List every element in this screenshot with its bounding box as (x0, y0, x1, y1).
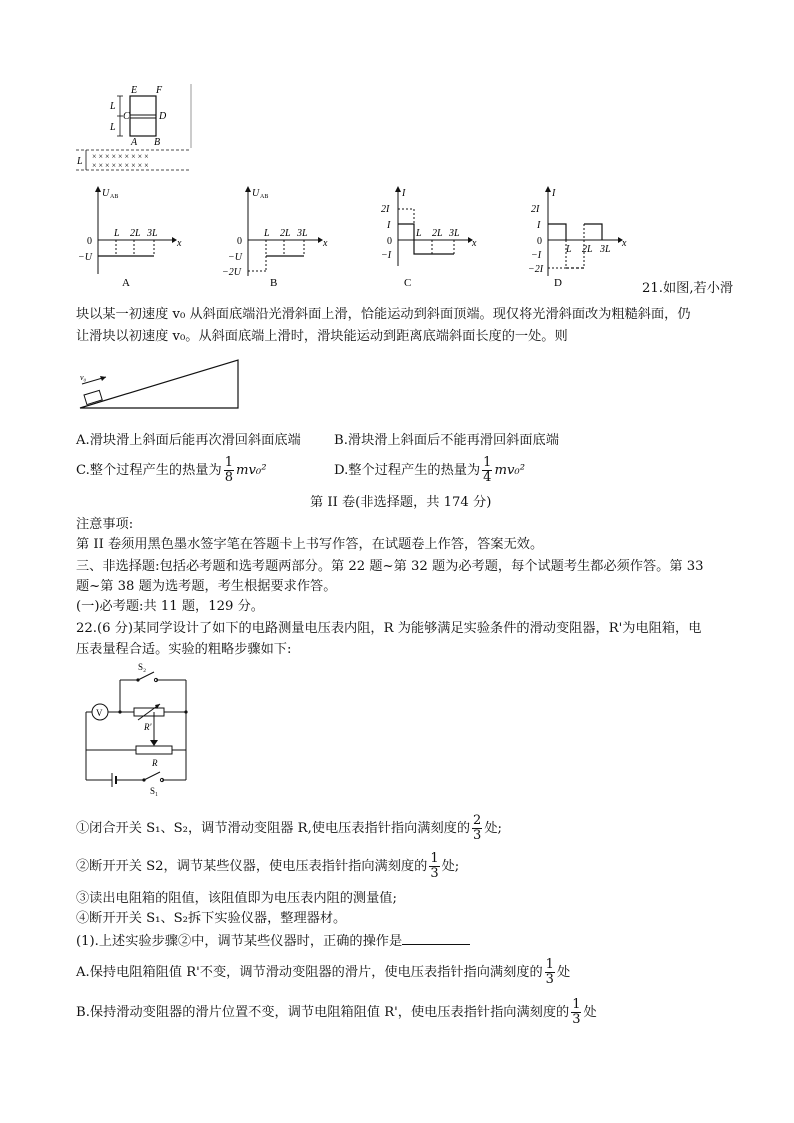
label-L-lower: L (110, 122, 116, 133)
q22-step1 (76, 814, 502, 843)
graph-letter-d: D (554, 277, 562, 289)
q22-sub1 (76, 932, 470, 951)
xtick-a-2L: 2L (130, 228, 141, 239)
q22-option-b (76, 998, 597, 1027)
xtick-d-L: L (566, 244, 572, 255)
coil-field-figure (76, 80, 196, 180)
q22-option-b-end: 处 (583, 1005, 597, 1020)
incline-figure (78, 356, 242, 414)
circuit-diagram (78, 660, 198, 800)
graph-option-b (222, 184, 332, 290)
q22-step2-end: 处; (441, 859, 460, 874)
xaxis-c: x (472, 238, 477, 249)
xaxis-b: x (323, 238, 328, 249)
q21-option-d-fraction: $\frac{1}{4}$ (483, 455, 492, 485)
xtick-d-3L: 3L (600, 244, 611, 255)
q22-option-b-text: B.保持滑动变阻器的滑片位置不变，调节电阻箱阻值 R'，使电压表指针指向满刻度的 (76, 1005, 570, 1020)
ytick-d-negI: −I (531, 250, 542, 261)
part3-line1: 三、非选择题:包括必考题和选考题两部分。第 22 题~第 32 题为必考题，每个试题考生都必须作答。第 33 (76, 559, 704, 574)
q22-step1-fraction: $\frac{2}{3}$ (473, 813, 482, 843)
label-F: F (156, 85, 163, 96)
label-B: B (154, 137, 161, 148)
q21-option-a: A.滑块滑上斜面后能再次滑回斜面底端 (76, 433, 301, 448)
ylabel-c: I (402, 188, 406, 199)
xtick-c-L: L (416, 228, 422, 239)
ytick-a-negU: −U (78, 252, 92, 263)
section2-title: 第 II 卷(非选择题，共 174 分) (310, 495, 492, 510)
graph-letter-a: A (122, 277, 130, 289)
label-C: C (123, 111, 130, 122)
ytick-d-I: I (537, 220, 541, 231)
graph-letter-c: C (404, 277, 412, 289)
q21-option-c-text: C.整个过程产生的热量为 (76, 463, 222, 478)
label-A: A (131, 137, 138, 148)
part3-line2: 题~第 38 题为选考题，考生根据要求作答。 (76, 579, 337, 594)
label-L-upper: L (110, 101, 116, 112)
q21-option-d-text: D.整个过程产生的热量为 (334, 463, 481, 478)
q22-option-a-text: A.保持电阻箱阻值 R'不变，调节滑动变阻器的滑片，使电压表指针指向满刻度的 (76, 965, 543, 980)
circuit-label-S2: S₂ (138, 662, 147, 672)
circuit-label-V: V (96, 708, 103, 718)
xtick-b-L: L (264, 228, 270, 239)
q21-option-c (76, 456, 267, 485)
ytick-b-neg2U: −2U (222, 267, 241, 278)
q22-step1-text: ①闭合开关 S₁、S₂，调节滑动变阻器 R,使电压表指针指向满刻度的 (76, 821, 471, 836)
ytick-d-2I: 2I (531, 204, 540, 215)
q22-option-a (76, 958, 570, 987)
notes-heading: 注意事项: (76, 517, 134, 532)
ytick-d-neg2I: −2I (528, 264, 544, 275)
circuit-label-S1: S₁ (150, 786, 159, 796)
q22-line1: 22.(6 分)某同学设计了如下的电路测量电压表内阻，R 为能够满足实验条件的滑动变阻器，R'为电阻箱，电 (76, 621, 702, 636)
circuit-label-R: R (152, 758, 158, 768)
q22-step2-fraction: $\frac{1}{3}$ (430, 851, 439, 881)
circuit-label-Rprime: R' (144, 722, 152, 732)
notes-body: 第 II 卷须用黑色墨水签字笔在答题卡上书写作答，在试题卷上作答，答案无效。 (76, 537, 544, 552)
q22-option-a-fraction: $\frac{1}{3}$ (545, 957, 554, 987)
answer-blank[interactable] (402, 932, 470, 945)
ytick-d-0: 0 (537, 236, 542, 247)
q21-line1: 块以某一初速度 v₀ 从斜面底端沿光滑斜面上滑，恰能运动到斜面顶端。现仅将光滑斜面改为粗糙斜面，仍 (76, 307, 691, 322)
xtick-c-2L: 2L (432, 228, 443, 239)
field-marks-row1: × × × × × × × × × (92, 152, 149, 161)
graph-option-a (76, 184, 186, 290)
ytick-c-0: 0 (387, 236, 392, 247)
q22-step3: ③读出电阻箱的阻值，该阻值即为电压表内阻的测量值; (76, 891, 397, 906)
q21-line2: 让滑块以初速度 v₀。从斜面底端上滑时，滑块能运动到距离底端斜面长度的一处。则 (76, 329, 568, 344)
ytick-a-0: 0 (87, 236, 92, 247)
graph-letter-b: B (270, 277, 278, 289)
q22-sub1-text: (1).上述实验步骤②中，调节某些仪器时，正确的操作是 (76, 934, 403, 949)
xtick-a-L: L (114, 228, 120, 239)
graph-option-d (528, 184, 638, 290)
xaxis-a: x (177, 238, 182, 249)
q22-step2-text: ②断开开关 S2，调节某些仪器，使电压表指针指向满刻度的 (76, 859, 428, 874)
graph-option-c (378, 184, 488, 290)
q22-step2 (76, 852, 459, 881)
q21-option-c-energy: mv₀² (235, 463, 267, 478)
ysub-a: AB (110, 194, 119, 200)
required-heading: (一)必考题:共 11 题，129 分。 (76, 599, 264, 614)
ysub-b: AB (260, 194, 269, 200)
xtick-a-3L: 3L (147, 228, 158, 239)
ylabel-b: U (252, 188, 260, 199)
q22-step4: ④断开开关 S₁、S₂拆下实验仪器，整理器材。 (76, 911, 347, 926)
q21-option-b: B.滑块滑上斜面后不能再滑回斜面底端 (334, 433, 559, 448)
q22-option-a-end: 处 (556, 965, 571, 980)
ytick-c-I: I (387, 220, 391, 231)
xtick-c-3L: 3L (449, 228, 460, 239)
label-D: D (159, 111, 167, 122)
ytick-c-negI: −I (381, 250, 392, 261)
label-E: E (131, 85, 138, 96)
q21-option-d (334, 456, 525, 485)
xtick-b-3L: 3L (297, 228, 308, 239)
q21-option-c-fraction: $\frac{1}{8}$ (224, 455, 233, 485)
ytick-b-negU: −U (228, 252, 242, 263)
q22-option-b-fraction: $\frac{1}{3}$ (572, 997, 581, 1027)
xtick-b-2L: 2L (280, 228, 291, 239)
label-L-field: L (77, 156, 83, 167)
v0-label: v₀ (80, 373, 87, 382)
field-marks-row2: × × × × × × × × × (92, 161, 149, 170)
xaxis-d: x (622, 238, 627, 249)
q21-lead: 21.如图,若小滑 (642, 281, 734, 296)
ylabel-d: I (552, 188, 556, 199)
q22-step1-end: 处; (484, 821, 502, 836)
ytick-b-0: 0 (237, 236, 242, 247)
q22-line2: 压表量程合适。实验的粗略步骤如下: (76, 642, 292, 657)
xtick-d-2L: 2L (582, 244, 593, 255)
ylabel-a: U (102, 188, 110, 199)
ytick-c-2I: 2I (381, 204, 390, 215)
q21-option-d-energy: mv₀² (494, 463, 525, 478)
